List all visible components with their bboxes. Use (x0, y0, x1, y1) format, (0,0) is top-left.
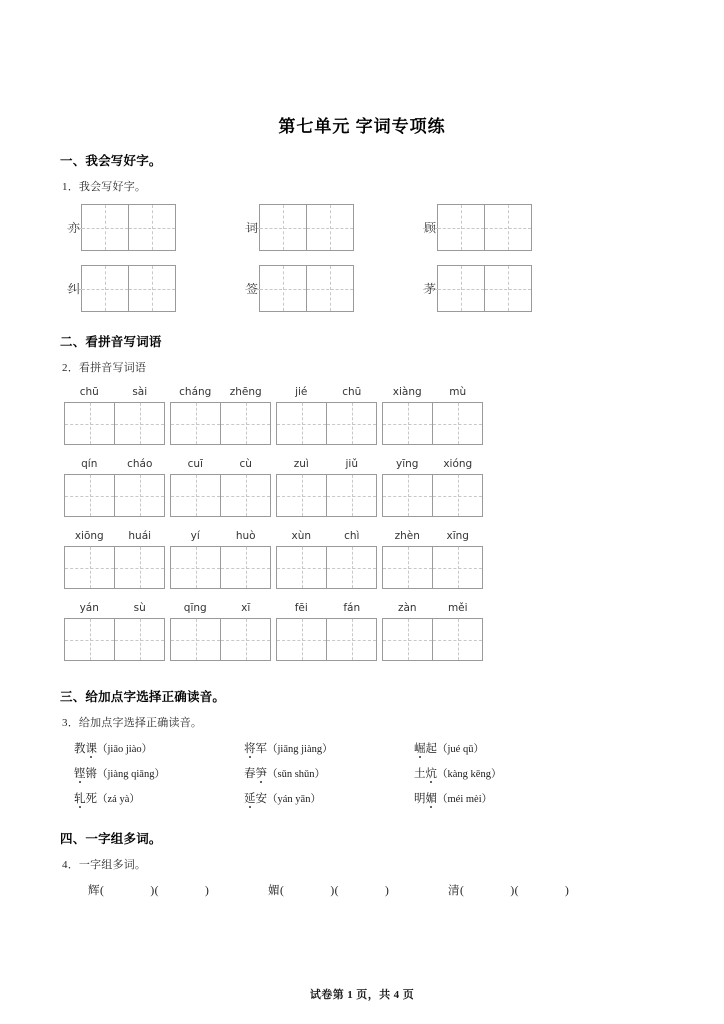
grid-cell[interactable] (260, 205, 306, 250)
word-char-plain: 安 (255, 793, 267, 805)
word-char-dotted: 课 (85, 743, 97, 755)
pinyin-syllable: yīng (396, 458, 419, 470)
base-character: 媚 (268, 885, 280, 897)
word-grid-box[interactable] (382, 474, 483, 517)
pinyin-syllable: yí (190, 530, 200, 542)
pinyin-syllable: fán (343, 602, 361, 614)
pinyin-syllable: chū (342, 386, 362, 398)
page-footer: 试卷第 1 页，共 4 页 (309, 989, 415, 1001)
grid-cell[interactable] (171, 547, 220, 588)
word-grid-box[interactable] (276, 546, 377, 589)
grid-guide-line (423, 289, 438, 290)
handwriting-row-2 (60, 265, 664, 312)
pinyin-labels (382, 457, 483, 471)
pinyin-syllable: měi (447, 602, 468, 614)
word-char-dotted: 延 (244, 793, 256, 805)
pinyin-options[interactable]: jué qū (447, 744, 474, 755)
reading-choice-item[interactable]: 将军（jiāng jiàng） (244, 743, 333, 755)
grid-cell[interactable] (383, 403, 432, 444)
grid-cell[interactable] (432, 619, 482, 660)
handwriting-item (242, 265, 420, 312)
grid-cell[interactable] (65, 403, 114, 444)
pinyin-row-2 (60, 457, 664, 517)
pinyin-syllable: cù (239, 458, 252, 470)
grid-cell[interactable] (220, 547, 270, 588)
pinyin-syllable: cháng (179, 386, 212, 398)
pinyin-item (64, 601, 165, 661)
grid-guide-line (245, 289, 260, 290)
word-formation-item: 媚( )( ) (268, 885, 390, 897)
word-grid-box[interactable] (170, 474, 271, 517)
pinyin-row-3 (60, 529, 664, 589)
pinyin-syllable: xīng (446, 530, 469, 542)
pinyin-syllable: qīng (183, 602, 207, 614)
grid-cell[interactable] (82, 266, 128, 311)
reading-choice-row-1 (60, 740, 664, 756)
question-text-1: 1．我会写好字。 (62, 181, 147, 193)
pinyin-labels (276, 457, 377, 471)
pinyin-labels (276, 529, 377, 543)
word-grid-box[interactable] (64, 618, 165, 661)
prompt-character: 词 (245, 221, 258, 235)
pinyin-item (276, 457, 377, 517)
word-char-plain: 军 (255, 743, 267, 755)
handwriting-item (420, 265, 598, 312)
pinyin-item (382, 457, 483, 517)
pinyin-options[interactable]: zá yà (107, 794, 130, 805)
question-text-2: 2．看拼音写词语 (62, 362, 147, 374)
grid-cell[interactable] (128, 205, 175, 250)
pinyin-options[interactable]: méi mèi (447, 794, 482, 805)
pinyin-labels (64, 529, 165, 543)
grid-cell[interactable] (171, 475, 220, 516)
grid-cell[interactable] (484, 266, 531, 311)
reading-choice-item[interactable]: 春笋（sǔn shǔn） (244, 768, 326, 780)
pinyin-options[interactable]: kàng kēng (447, 769, 491, 780)
handwriting-row-1 (60, 204, 664, 251)
grid-cell[interactable] (128, 266, 175, 311)
pinyin-options[interactable]: yán yān (277, 794, 311, 805)
grid-cell[interactable] (220, 403, 270, 444)
pinyin-item (170, 457, 271, 517)
pinyin-syllable: chū (79, 386, 99, 398)
prompt-character: 顾 (423, 221, 436, 235)
grid-cell[interactable] (326, 475, 376, 516)
grid-cell[interactable] (277, 475, 326, 516)
grid-cell[interactable] (171, 403, 220, 444)
base-character: 辉 (88, 885, 100, 897)
pinyin-syllable: chì (344, 530, 360, 542)
pinyin-labels (382, 385, 483, 399)
grid-cell[interactable] (326, 547, 376, 588)
grid-cell[interactable] (484, 205, 531, 250)
pinyin-syllable: xī (241, 602, 251, 614)
handwriting-item (64, 204, 242, 251)
grid-cell[interactable] (432, 475, 482, 516)
pinyin-item (170, 529, 271, 589)
question-text-3: 3．给加点字选择正确读音。 (62, 717, 203, 729)
section-heading-2: 二、看拼音写词语 (60, 335, 162, 349)
grid-cell[interactable] (65, 475, 114, 516)
word-char-dotted: 铿 (74, 768, 86, 780)
pinyin-row-1 (60, 385, 664, 445)
reading-choice-row-2 (60, 765, 664, 781)
grid-cell[interactable] (82, 205, 128, 250)
word-grid-box[interactable] (276, 402, 377, 445)
word-formation-item: 辉( )( ) (88, 885, 210, 897)
word-formation-item: 清( )( ) (448, 885, 570, 897)
prompt-character: 签 (245, 282, 258, 296)
pinyin-syllable: huái (128, 530, 152, 542)
word-grid-box[interactable] (382, 546, 483, 589)
grid-cell[interactable] (220, 475, 270, 516)
pinyin-syllable: sài (132, 386, 148, 398)
word-grid-box[interactable] (64, 546, 165, 589)
word-char-dotted: 媚 (425, 793, 437, 805)
word-grid-box[interactable] (170, 402, 271, 445)
pinyin-syllable: cuī (187, 458, 203, 470)
pinyin-syllable: jié (295, 386, 308, 398)
pinyin-syllable: fēi (294, 602, 308, 614)
word-char-plain: 死 (85, 793, 97, 805)
character-grid-box[interactable] (259, 204, 354, 251)
grid-cell[interactable] (277, 403, 326, 444)
character-grid-box[interactable] (81, 204, 176, 251)
grid-guide-line (423, 228, 438, 229)
grid-cell[interactable] (383, 475, 432, 516)
word-grid-box[interactable] (170, 546, 271, 589)
reading-choice-row-3 (60, 790, 664, 806)
reading-choice-item[interactable]: 崛起（jué qū） (414, 743, 484, 755)
word-grid-box[interactable] (64, 402, 165, 445)
word-char-plain: 明 (414, 793, 426, 805)
word-char-dotted: 轧 (74, 793, 86, 805)
word-grid-box[interactable] (276, 618, 377, 661)
section-heading-4: 四、一字组多词。 (60, 832, 162, 846)
pinyin-item (382, 601, 483, 661)
word-char-plain: 教 (74, 743, 86, 755)
pinyin-syllable: jiǔ (345, 458, 358, 470)
word-grid-box[interactable] (64, 474, 165, 517)
word-grid-box[interactable] (382, 402, 483, 445)
grid-cell[interactable] (65, 619, 114, 660)
word-grid-box[interactable] (170, 618, 271, 661)
grid-cell[interactable] (438, 205, 484, 250)
character-grid-box[interactable] (437, 204, 532, 251)
pinyin-syllable: xùn (291, 530, 312, 542)
grid-cell[interactable] (277, 547, 326, 588)
grid-cell[interactable] (114, 547, 164, 588)
grid-cell[interactable] (114, 475, 164, 516)
grid-cell[interactable] (114, 619, 164, 660)
grid-cell[interactable] (171, 619, 220, 660)
grid-guide-line (67, 289, 82, 290)
character-grid-box[interactable] (81, 265, 176, 312)
grid-cell[interactable] (306, 266, 353, 311)
grid-cell[interactable] (277, 619, 326, 660)
reading-choice-item[interactable]: 轧死（zá yà） (74, 793, 140, 805)
word-char-dotted: 将 (244, 743, 256, 755)
pinyin-syllable: yán (79, 602, 99, 614)
prompt-character: 茅 (423, 282, 436, 296)
character-grid-box[interactable] (437, 265, 532, 312)
pinyin-syllable: qín (81, 458, 98, 470)
pinyin-item (170, 601, 271, 661)
word-char-dotted: 炕 (425, 768, 437, 780)
prompt-character: 纠 (67, 282, 80, 296)
reading-choice-item[interactable]: 教课（jiāo jiào） (74, 743, 153, 755)
pinyin-syllable: zuì (293, 458, 309, 470)
pinyin-labels (64, 457, 165, 471)
grid-guide-line (245, 228, 260, 229)
handwriting-item (420, 204, 598, 251)
reading-choice-item[interactable]: 延安（yán yān） (244, 793, 321, 805)
pinyin-syllable: zàn (397, 602, 417, 614)
grid-cell[interactable] (383, 619, 432, 660)
grid-cell[interactable] (306, 205, 353, 250)
word-char-plain: 锵 (85, 768, 97, 780)
grid-cell[interactable] (65, 547, 114, 588)
pinyin-row-4 (60, 601, 664, 661)
pinyin-syllable: zhèn (394, 530, 420, 542)
pinyin-syllable: sù (133, 602, 146, 614)
grid-cell[interactable] (326, 619, 376, 660)
pinyin-labels (64, 601, 165, 615)
word-char-plain: 起 (425, 743, 437, 755)
pinyin-syllable: xióng (443, 458, 473, 470)
base-character: 清 (448, 885, 460, 897)
pinyin-item (382, 385, 483, 445)
pinyin-syllable: mù (449, 386, 467, 398)
pinyin-syllable: cháo (127, 458, 153, 470)
pinyin-options[interactable]: sǔn shǔn (277, 769, 315, 780)
word-char-dotted: 笋 (255, 768, 267, 780)
pinyin-labels (170, 601, 271, 615)
pinyin-options[interactable]: jiàng qiāng (107, 769, 155, 780)
word-char-plain: 土 (414, 768, 426, 780)
pinyin-labels (170, 529, 271, 543)
pinyin-labels (170, 457, 271, 471)
grid-cell[interactable] (220, 619, 270, 660)
grid-cell[interactable] (438, 266, 484, 311)
pinyin-labels (276, 385, 377, 399)
reading-choice-item[interactable]: 铿锵（jiàng qiāng） (74, 768, 165, 780)
question-text-4: 4．一字组多词。 (62, 859, 147, 871)
pinyin-item (382, 529, 483, 589)
grid-cell[interactable] (383, 547, 432, 588)
pinyin-item (170, 385, 271, 445)
word-grid-box[interactable] (276, 474, 377, 517)
section-heading-1: 一、我会写好字。 (60, 154, 162, 168)
pinyin-item (276, 385, 377, 445)
pinyin-labels (64, 385, 165, 399)
pinyin-item (64, 385, 165, 445)
grid-cell[interactable] (114, 403, 164, 444)
word-char-dotted: 崛 (414, 743, 426, 755)
grid-cell[interactable] (432, 403, 482, 444)
pinyin-item (276, 601, 377, 661)
pinyin-options[interactable]: jiāo jiào (107, 744, 142, 755)
grid-guide-line (67, 228, 82, 229)
word-grid-box[interactable] (382, 618, 483, 661)
pinyin-syllable: zhēng (229, 386, 262, 398)
pinyin-labels (170, 385, 271, 399)
handwriting-item (64, 265, 242, 312)
pinyin-item (64, 529, 165, 589)
pinyin-syllable: huò (235, 530, 256, 542)
word-char-plain: 春 (244, 768, 256, 780)
pinyin-labels (276, 601, 377, 615)
grid-cell[interactable] (260, 266, 306, 311)
character-grid-box[interactable] (259, 265, 354, 312)
word-formation-row (60, 882, 664, 898)
handwriting-item (242, 204, 420, 251)
pinyin-labels (382, 529, 483, 543)
pinyin-item (64, 457, 165, 517)
grid-cell[interactable] (326, 403, 376, 444)
pinyin-syllable: xiōng (74, 530, 104, 542)
prompt-character: 亦 (67, 221, 80, 235)
section-heading-3: 三、给加点字选择正确读音。 (60, 690, 226, 704)
reading-choice-item[interactable]: 土炕（kàng kēng） (414, 768, 502, 780)
pinyin-labels (382, 601, 483, 615)
grid-cell[interactable] (432, 547, 482, 588)
pinyin-item (276, 529, 377, 589)
pinyin-options[interactable]: jiāng jiàng (277, 744, 323, 755)
reading-choice-item[interactable]: 明媚（méi mèi） (414, 793, 493, 805)
pinyin-syllable: xiàng (392, 386, 422, 398)
page-title: 第七单元 字词专项练 (278, 117, 446, 136)
